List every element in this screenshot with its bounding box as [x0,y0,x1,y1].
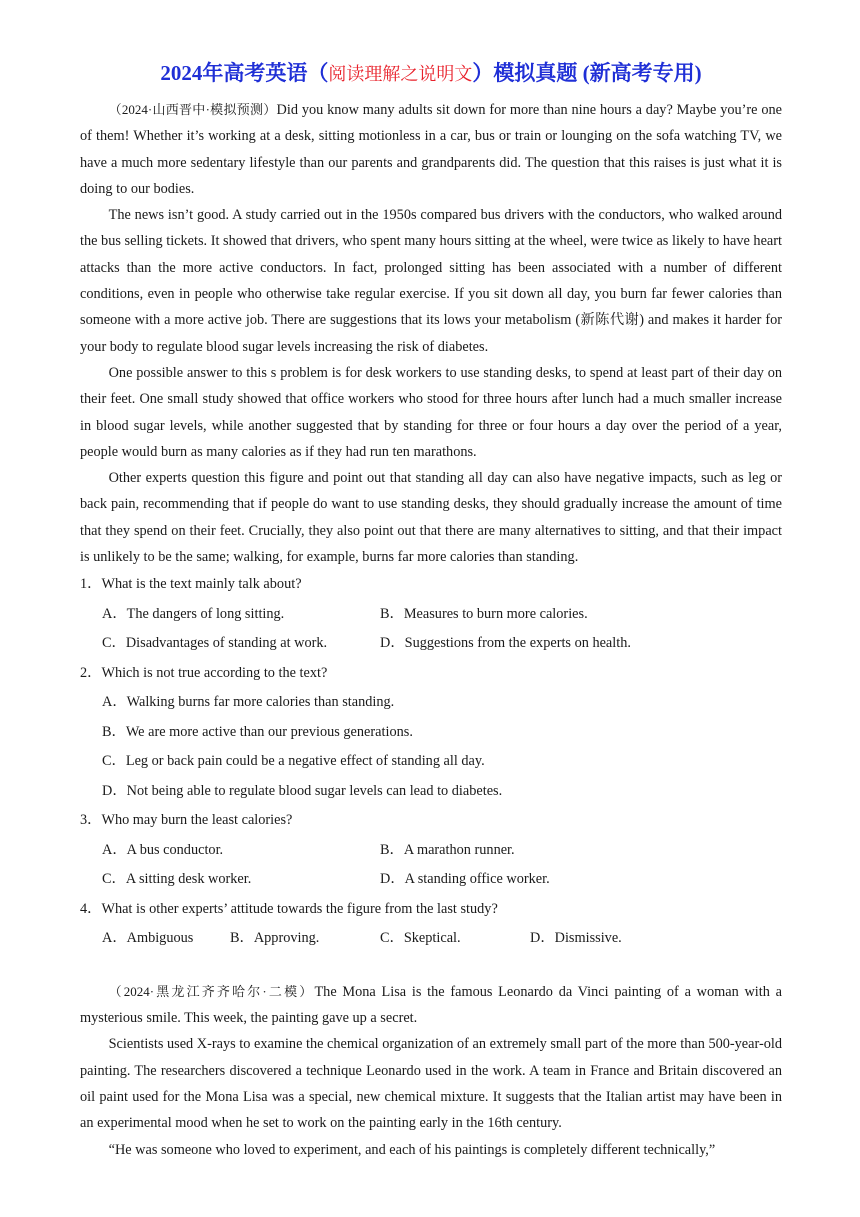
passage2-paragraph-2: Scientists used X-rays to examine the chemical organization of an extremely small part of the more than 500-year-old painting. The researchers discovered a technique Leonardo used in the work. A team in France and Britain discovered an oil paint used for the Mona Lisa was a special, new chemical mixture. It suggests that the Italian artist may have been in an experimental mood when he set to work on the painting early in the 16th century. [80,1036,782,1132]
passage1-paragraph-3: One possible answer to this s problem is for desk workers to use standing desks, to spend at least part of their day on their feet. One small study showed that office workers who stood for three hours after lunch had a much smaller increase in blood sugar levels, while another suggested that by standing for three or four hours a day over the period of a year, people would burn as many calories as if they had run ten marathons. [80,364,782,460]
option-b: B．Measures to burn more calories. [380,605,588,622]
passage1-p1-text: Did you know many adults sit down for more than nine hours a day? Maybe you’re one of them! Whether it’s working at a desk, sitting motionless in a car, bus or train or lounging on the sofa watching TV, we have a much more sedentary lifestyle than our parents and grandparents did. The question that this raises is just what it is doing to our bodies. [80,102,782,197]
title-part-3: ）模拟真题 (新高考专用) [472,61,702,85]
option-a: A．The dangers of long sitting. [102,605,285,622]
option-d: D．Suggestions from the experts on health. [380,635,631,652]
question-stem: 4．What is other experts’ attitude towards the figure from the last study? [80,900,498,917]
passage2-paragraph-1 [80,979,782,1032]
option-d: D．A standing office worker. [380,871,550,888]
option-c: C．Disadvantages of standing at work. [102,635,328,652]
option-d: D．Not being able to regulate blood sugar levels can lead to diabetes. [102,782,503,799]
title-part-1: 2024年高考英语（ [160,61,329,85]
passage2-paragraph-3: “He was someone who loved to experiment, and each of his paintings is completely different technically,” [108,1141,716,1158]
question-1 [80,570,782,659]
question-4 [80,895,782,954]
document-title [80,58,782,89]
passage1-paragraph-4: Other experts question this figure and point out that standing all day can also have negative impacts, such as leg or back pain, recommending that if people do want to use standing desks, they should gradually increase the amount of time that they spend on their feet. Crucially, they also point out that there are many alternatives to sitting, and that their impact is unlikely to be the same; walking, for example, burns far more calories than standing. [80,470,782,566]
option-b: B．Approving. [230,930,320,947]
passage2-source: （2024·黑龙江齐齐哈尔·二模） [108,983,315,999]
option-a: A．Ambiguous [102,930,194,947]
option-c: C．Skeptical. [380,930,461,947]
passage2-p1-text: The Mona Lisa is the famous Leonardo da Vinci painting of a woman with a mysterious smile. This week, the painting gave up a secret. [80,983,782,1027]
question-stem: 1．What is the text mainly talk about? [80,576,302,593]
question-stem: 2．Which is not true according to the text? [80,664,328,681]
title-topic: 阅读理解之说明文 [328,64,473,84]
passage1-paragraph-2: The news isn’t good. A study carried out in the 1950s compared bus drivers with the conductors, who walked around the bus selling tickets. It showed that drivers, who spent many hours sitting at the wheel, were twice as likely to have heart attacks than the more active conductors. In fact, prolonged sitting has been associated with a number of different conditions, even in people who otherwise take regular exercise. If you sit down all day, you burn far fewer calories than someone with a more active job. There are suggestions that its lows your metabolism (新陈代谢) and makes it harder for your body to regulate blood sugar levels increasing the risk of diabetes. [80,207,782,355]
question-stem: 3．Who may burn the least calories? [80,812,293,829]
option-a: A．Walking burns far more calories than standing. [102,694,395,711]
document-page [80,58,782,1163]
option-b: B．We are more active than our previous generations. [102,723,413,740]
passage1-source: （2024·山西晋中·模拟预测） [108,102,277,117]
option-d: D．Dismissive. [530,930,622,947]
question-2 [80,659,782,807]
passage1-paragraph-1 [80,97,782,202]
option-a: A．A bus conductor. [102,841,224,858]
question-3 [80,806,782,895]
option-c: C．A sitting desk worker. [102,871,252,888]
option-c: C．Leg or back pain could be a negative effect of standing all day. [102,753,485,770]
section-gap [80,954,782,979]
option-b: B．A marathon runner. [380,841,515,858]
